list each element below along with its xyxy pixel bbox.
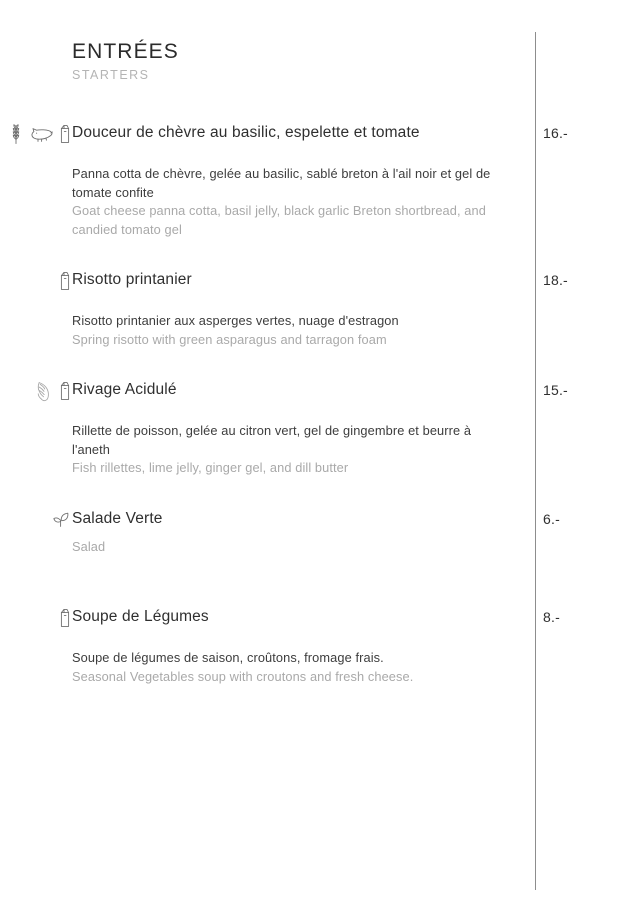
allergen-icon-group — [52, 509, 72, 529]
menu-item-list — [0, 122, 640, 716]
description-french: Soupe de légumes de saison, croûtons, fromage frais. — [72, 650, 384, 665]
description-english: Salad — [72, 538, 106, 554]
menu-item[interactable] — [0, 379, 640, 478]
menu-item-description — [72, 165, 512, 239]
description-french: Rillette de poisson, gelée au citron vert, gel de gingembre et beurre à l'aneth — [72, 423, 472, 457]
gluten-icon — [6, 123, 26, 145]
dairy-icon — [58, 270, 72, 292]
menu-item-header — [0, 508, 640, 538]
section-header — [72, 40, 179, 83]
menu-item-name: Douceur de chèvre au basilic, espelette et tomate — [72, 124, 420, 141]
menu-item-price: 16.- — [543, 125, 568, 141]
menu-item-description — [72, 312, 512, 349]
menu-item[interactable] — [0, 269, 640, 349]
allergen-icon-group — [6, 123, 72, 145]
menu-item[interactable] — [0, 606, 640, 686]
menu-item[interactable] — [0, 122, 640, 239]
allergen-icon-group — [58, 270, 72, 292]
fish-icon — [35, 380, 54, 402]
menu-item[interactable] — [0, 508, 640, 557]
menu-item-price: 6.- — [543, 510, 560, 527]
leaf-icon — [52, 509, 72, 529]
menu-item-name: Rivage Acidulé — [72, 381, 177, 398]
menu-item-description — [72, 649, 512, 686]
dairy-icon — [58, 607, 72, 629]
menu-item-description — [72, 538, 512, 557]
dairy-icon — [58, 380, 72, 402]
allergen-icon-group — [58, 607, 72, 629]
pork-icon — [30, 125, 54, 143]
description-french: Risotto printanier aux asperges vertes, nuage d'estragon — [72, 313, 399, 328]
section-subtitle: STARTERS — [72, 68, 150, 83]
menu-item-price: 18.- — [543, 272, 568, 288]
menu-item-header — [0, 269, 640, 299]
menu-item-name: Risotto printanier — [72, 271, 192, 288]
description-english: Fish rillettes, lime jelly, ginger gel, and dill butter — [72, 460, 349, 475]
menu-item-header — [0, 379, 640, 409]
section-title: ENTRÉES — [72, 40, 179, 63]
description-english: Goat cheese panna cotta, basil jelly, black garlic Breton shortbread, and candied tomato gel — [72, 203, 486, 237]
menu-item-header — [0, 122, 640, 152]
menu-item-price: 15.- — [543, 382, 568, 398]
allergen-icon-group — [35, 380, 72, 402]
menu-item-name: Salade Verte — [72, 509, 163, 527]
menu-item-name: Soupe de Légumes — [72, 608, 209, 625]
menu-item-price: 8.- — [543, 609, 560, 625]
description-english: Spring risotto with green asparagus and tarragon foam — [72, 331, 387, 347]
description-french: Panna cotta de chèvre, gelée au basilic, sablé breton à l'ail noir et gel de tomate confite — [72, 166, 491, 200]
menu-item-header — [0, 606, 640, 636]
dairy-icon — [58, 123, 72, 145]
description-english: Seasonal Vegetables soup with croutons and fresh cheese. — [72, 668, 414, 684]
menu-item-description — [72, 422, 512, 478]
